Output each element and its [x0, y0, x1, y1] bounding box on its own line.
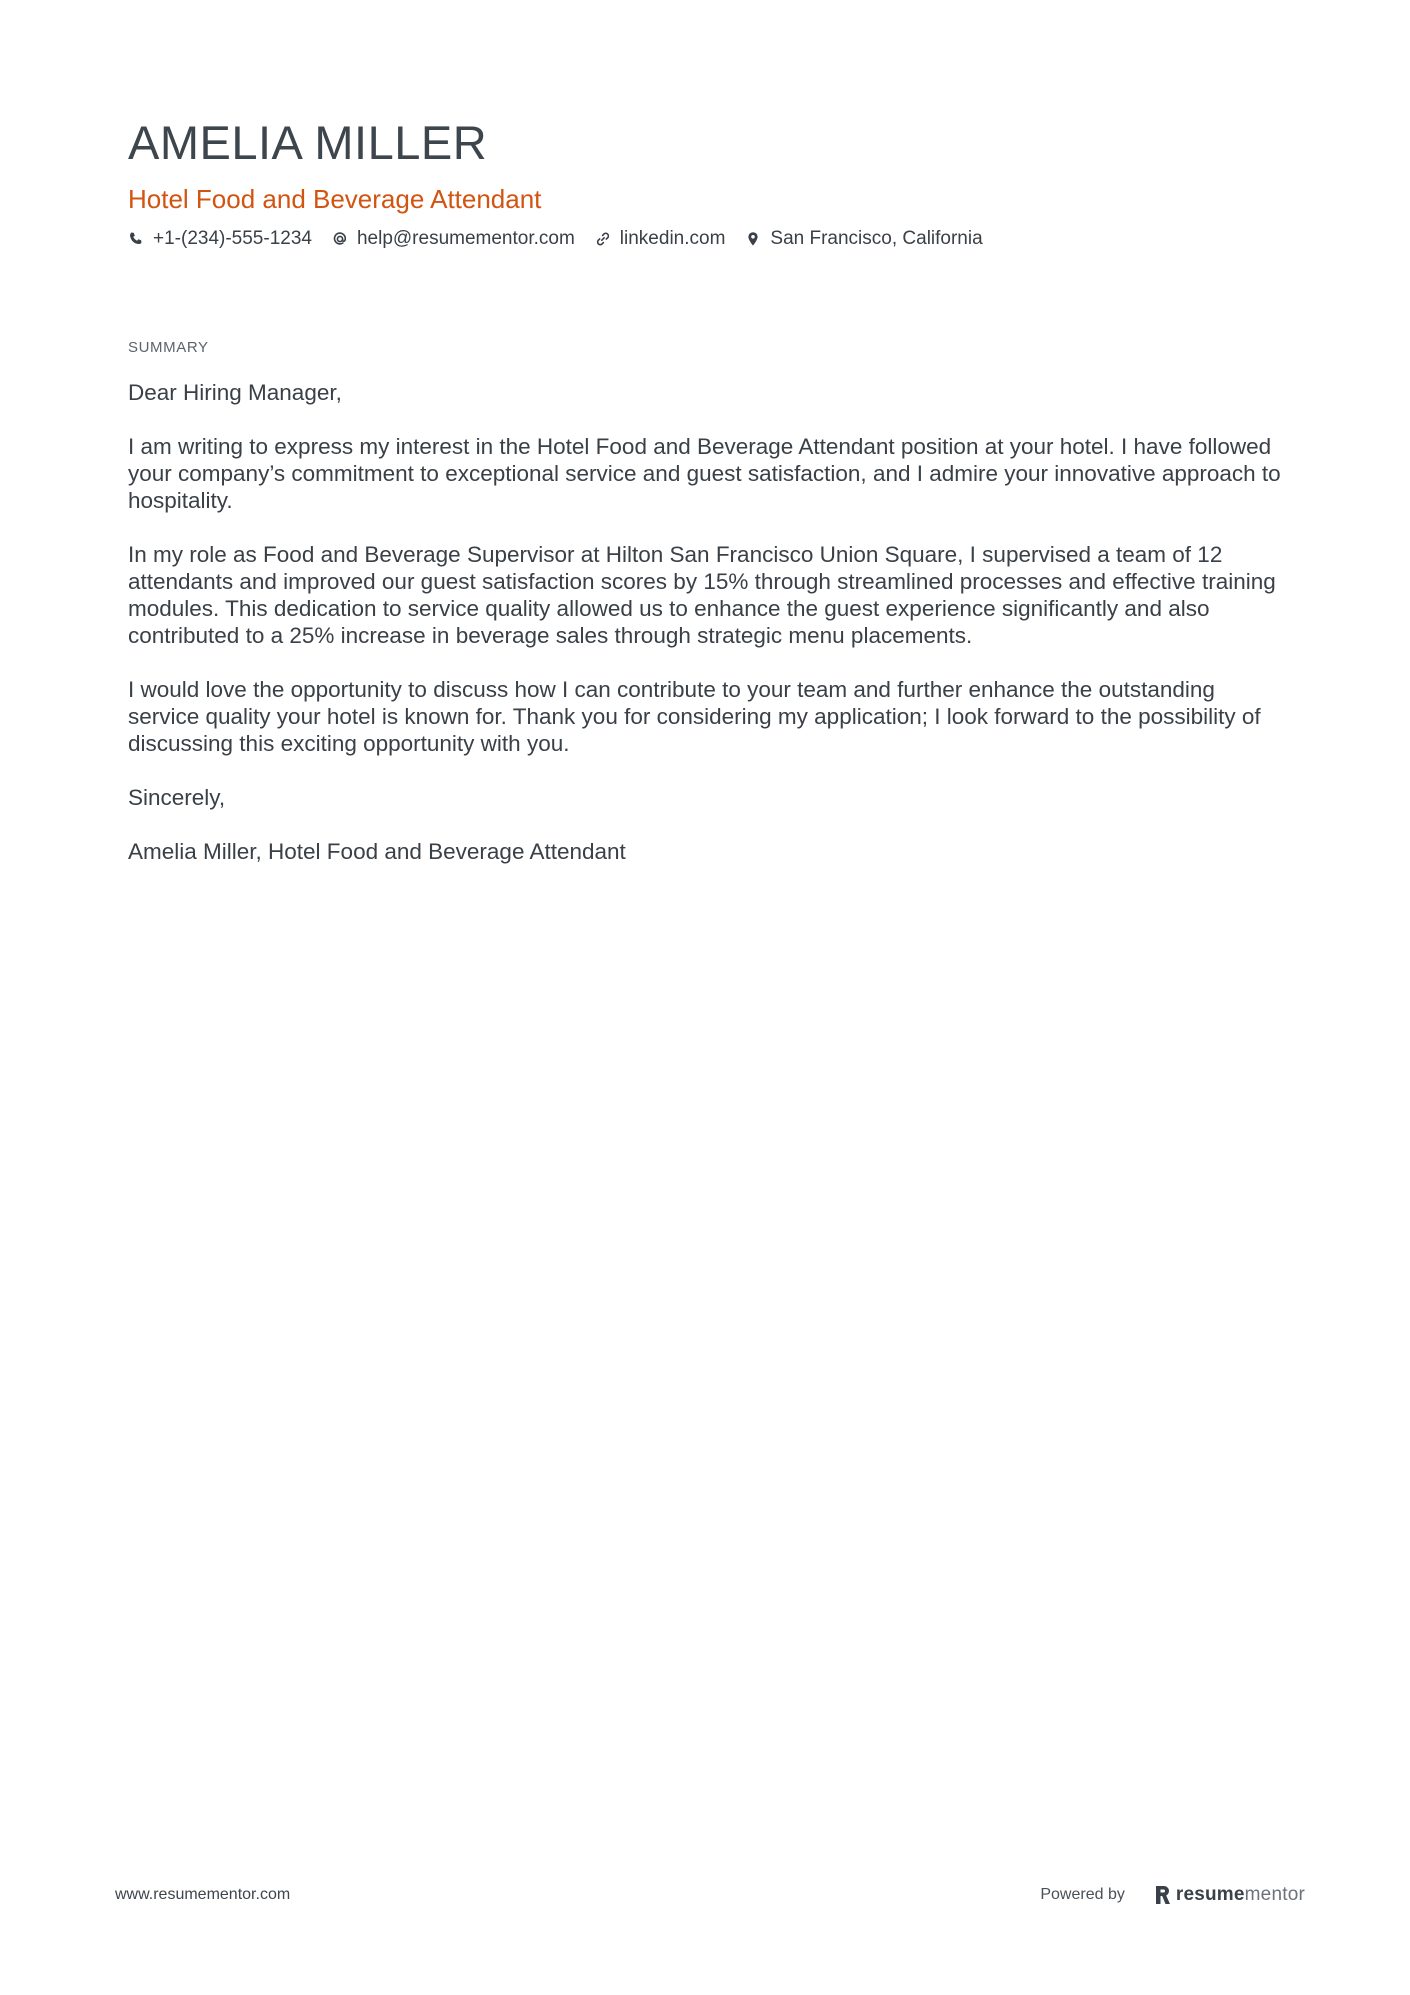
contact-email-text: help@resumementor.com	[356, 228, 575, 249]
candidate-name: AMELIA MILLER	[128, 116, 488, 169]
letter-closing: Sincerely,	[128, 785, 226, 810]
contact-linkedin[interactable]	[595, 226, 726, 252]
phone-icon	[128, 231, 144, 247]
brand-text-mentor: mentor	[1244, 1884, 1305, 1905]
candidate-role: Hotel Food and Beverage Attendant	[128, 184, 542, 214]
contact-bar	[128, 226, 1288, 252]
contact-phone-text: +1-(234)-555-1234	[153, 228, 312, 249]
powered-by-label: Powered by	[1040, 1886, 1125, 1903]
link-icon	[595, 231, 611, 247]
letter-salutation: Dear Hiring Manager,	[128, 380, 342, 405]
footer-branding	[1040, 1884, 1305, 1906]
contact-location-text: San Francisco, California	[770, 228, 983, 249]
resumementor-logo[interactable]	[1155, 1884, 1305, 1906]
page-footer	[115, 1884, 1305, 1906]
brand-text-resume: resume	[1175, 1884, 1245, 1905]
letter-paragraph: I am writing to express my interest in the Hotel Food and Beverage Attendant position at your hotel. I have followed your company’s commitment to exceptional service and guest satisfaction, and I admire your innovative approach to hospitality.	[128, 434, 1281, 513]
letter-body	[128, 379, 1288, 865]
location-pin-icon	[745, 231, 761, 247]
resumementor-logo-icon	[1155, 1885, 1171, 1905]
section-label-summary: SUMMARY	[128, 339, 209, 356]
letter-paragraph: I would love the opportunity to discuss how I can contribute to your team and further enhance the outstanding service quality your hotel is known for. Thank you for considering my application; I look forward to the possibility of discussing this exciting opportunity with you.	[128, 677, 1261, 756]
contact-email[interactable]	[332, 226, 575, 252]
contact-linkedin-text: linkedin.com	[619, 228, 726, 249]
footer-website-link[interactable]: www.resumementor.com	[115, 1886, 291, 1903]
contact-location	[745, 226, 982, 252]
cover-letter-page	[128, 112, 1288, 892]
contact-phone	[128, 226, 312, 252]
letter-paragraph: In my role as Food and Beverage Supervisor at Hilton San Francisco Union Square, I supervised a team of 12 attendants and improved our guest satisfaction scores by 15% through streamlined processes and effective training modules. This dedication to service quality allowed us to enhance the guest experience significantly and also contributed to a 25% increase in beverage sales through strategic menu placements.	[128, 542, 1276, 648]
letter-signature: Amelia Miller, Hotel Food and Beverage Attendant	[128, 839, 626, 864]
at-icon	[332, 231, 348, 247]
